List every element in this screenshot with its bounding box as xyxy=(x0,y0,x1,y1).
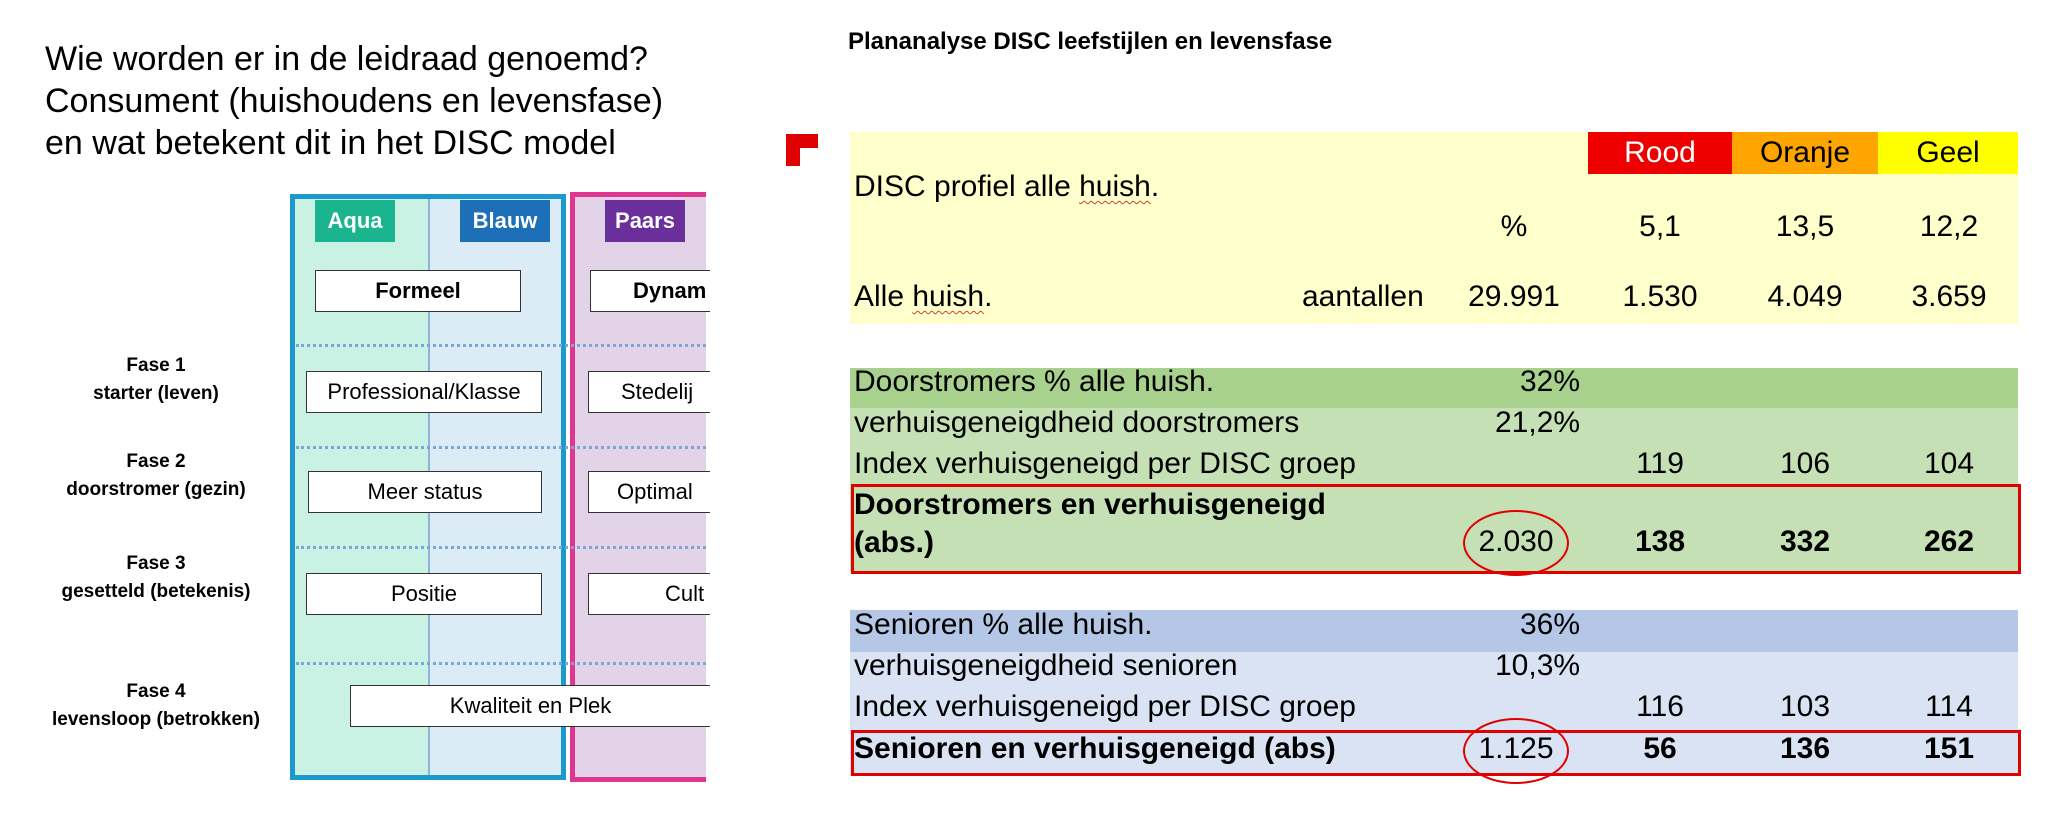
header-oranje: Oranje xyxy=(1732,132,1878,174)
phase-1-cell-blue: Professional/Klasse xyxy=(306,371,542,413)
senioren-abs-label: Senioren en verhuisgeneigd (abs) xyxy=(854,732,1336,765)
senioren-propensity-value: 10,3% xyxy=(1495,649,1581,682)
all-households-unit: aantallen xyxy=(1302,280,1424,313)
phase-2-label xyxy=(26,448,286,504)
profile-label-abbr: huish xyxy=(1079,170,1151,203)
header-geel: Geel xyxy=(1878,132,2018,174)
all-households-pre: Alle xyxy=(854,280,913,313)
senioren-index-oranje: 103 xyxy=(1779,690,1831,723)
profile-label-pre: DISC profiel alle xyxy=(854,170,1080,203)
profile-label-post: . xyxy=(1150,170,1160,203)
all-households-total: 29.991 xyxy=(1468,280,1560,313)
phase-2-cell-paars: Optimal xyxy=(588,471,710,513)
phase-4-subtitle: levensloop (betrokken) xyxy=(52,709,260,730)
all-households-label xyxy=(854,280,992,314)
phase-3-label xyxy=(26,550,286,606)
profile-pct-symbol: % xyxy=(1500,210,1528,243)
phase-3-title: Fase 3 xyxy=(126,553,186,574)
doorstromers-abs-label xyxy=(854,486,1326,562)
doorstromers-share-value: 32% xyxy=(1520,365,1581,398)
all-households-oranje: 4.049 xyxy=(1767,280,1843,313)
all-households-abbr: huish xyxy=(912,280,985,313)
phase-separator-2 xyxy=(296,446,706,449)
senioren-index-geel: 114 xyxy=(1925,690,1973,723)
all-households-rood: 1.530 xyxy=(1622,280,1698,313)
paars-badge: Paars xyxy=(605,200,685,242)
phase-1-label xyxy=(26,352,286,408)
all-households-post: . xyxy=(984,280,993,313)
doorstromers-abs-geel: 262 xyxy=(1923,525,1975,558)
senioren-share-label: Senioren % alle huish. xyxy=(854,608,1153,641)
senioren-index-rood: 116 xyxy=(1636,690,1684,723)
heading-line-3: en wat betekent dit in het DISC model xyxy=(45,124,616,162)
doorstromers-abs-rood: 138 xyxy=(1634,525,1686,558)
profile-geel: 12,2 xyxy=(1919,210,1979,243)
senioren-abs-total: 1.125 xyxy=(1478,732,1554,765)
phase-2-cell-blue: Meer status xyxy=(308,471,542,513)
phase-separator-1 xyxy=(296,344,706,347)
disc-model-diagram xyxy=(0,190,710,790)
doorstromers-propensity-value: 21,2% xyxy=(1495,406,1581,439)
profile-rood: 5,1 xyxy=(1639,210,1681,243)
phase-1-title: Fase 1 xyxy=(126,355,186,376)
senioren-abs-geel: 151 xyxy=(1923,732,1975,765)
dynamisch-box: Dynam xyxy=(590,270,710,312)
doorstromers-share-label: Doorstromers % alle huish. xyxy=(854,365,1215,398)
aqua-badge: Aqua xyxy=(315,200,395,242)
doorstromers-abs-label-line2: (abs.) xyxy=(854,526,935,559)
phase-2-subtitle: doorstromer (gezin) xyxy=(66,479,246,500)
doorstromers-index-label: Index verhuisgeneigd per DISC groep xyxy=(854,447,1356,480)
doorstromers-propensity-label: verhuisgeneigdheid doorstromers xyxy=(854,406,1300,439)
senioren-abs-oranje: 136 xyxy=(1779,732,1831,765)
doorstromers-abs-total: 2.030 xyxy=(1478,525,1554,558)
profile-label xyxy=(854,170,1159,204)
doorstromers-index-geel: 104 xyxy=(1923,447,1975,480)
phase-4-cell: Kwaliteit en Plek xyxy=(350,685,710,727)
phase-1-cell-paars: Stedelij xyxy=(588,371,710,413)
senioren-propensity-label: verhuisgeneigdheid senioren xyxy=(854,649,1238,682)
profile-oranje: 13,5 xyxy=(1775,210,1835,243)
heading-line-2: Consument (huishoudens en levensfase) xyxy=(45,82,664,120)
phase-1-subtitle: starter (leven) xyxy=(93,383,219,404)
heading-line-1: Wie worden er in de leidraad genoemd? xyxy=(45,40,648,78)
doorstromers-index-oranje: 106 xyxy=(1779,447,1831,480)
phase-3-cell-paars: Cult xyxy=(588,573,710,615)
phase-4-title: Fase 4 xyxy=(126,681,186,702)
doorstromers-abs-oranje: 332 xyxy=(1779,525,1831,558)
table-title: Plananalyse DISC leefstijlen en levensfase xyxy=(848,28,1333,55)
slide-heading xyxy=(45,38,745,164)
blauw-badge: Blauw xyxy=(460,200,550,242)
phase-separator-3 xyxy=(296,546,706,549)
all-households-geel: 3.659 xyxy=(1911,280,1987,313)
senioren-abs-rood: 56 xyxy=(1643,732,1677,765)
phase-3-subtitle: gesetteld (betekenis) xyxy=(61,581,251,602)
corner-marker-icon xyxy=(786,134,818,166)
phase-separator-4 xyxy=(296,662,706,665)
doorstromers-abs-label-line1: Doorstromers en verhuisgeneigd xyxy=(854,488,1326,521)
phase-4-label xyxy=(26,678,286,734)
senioren-index-label: Index verhuisgeneigd per DISC groep xyxy=(854,690,1356,723)
phase-2-title: Fase 2 xyxy=(126,451,186,472)
formeel-box: Formeel xyxy=(315,270,521,312)
senioren-share-value: 36% xyxy=(1520,608,1581,641)
doorstromers-index-rood: 119 xyxy=(1636,447,1684,480)
header-rood: Rood xyxy=(1588,132,1732,174)
phase-3-cell-blue: Positie xyxy=(306,573,542,615)
